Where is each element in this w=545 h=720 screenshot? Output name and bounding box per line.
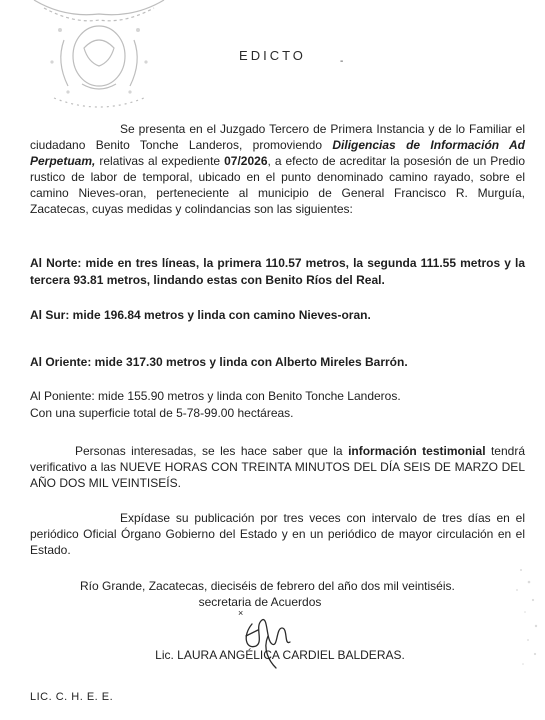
- surface-area: Con una superficie total de 5-78-99.00 hectáreas.: [30, 406, 294, 420]
- edict-title: EDICTO: [239, 48, 306, 63]
- notice-paragraph: [30, 443, 525, 491]
- signature-mark: ×: [238, 608, 244, 618]
- publication-paragraph: Expídase su publicación por tres veces con intervalo de tres días en el periódico Oficial Órgano Gobierno del Estado y en un periódico de mayor circulación en el Estado.: [30, 511, 525, 557]
- boundary-east: Al Oriente: mide 317.30 metros y linda con Alberto Mireles Barrón.: [30, 355, 408, 369]
- intro-text-1: Se presenta en el Juzgado Tercero de Primera Instancia y de lo Familiar el ciudadano Benito Tonche Landeros, promoviendo: [30, 122, 525, 152]
- notice-emphasis: información testimonial: [348, 444, 486, 458]
- signer-role: secretaria de Acuerdos: [198, 595, 322, 609]
- intro-emphasis: Diligencias de Información Ad Perpetuam,: [30, 138, 525, 168]
- intro-paragraph: [30, 121, 525, 217]
- boundary-west: Al Poniente: mide 155.90 metros y linda con Benito Tonche Landeros.: [30, 389, 401, 403]
- notice-text-1: Personas interesadas, se les hace saber que la: [75, 444, 349, 458]
- boundary-south: Al Sur: mide 196.84 metros y linda con camino Nieves-oran.: [30, 308, 371, 322]
- place-date: Río Grande, Zacatecas, dieciséis de febrero del año dos mil veintiséis.: [80, 579, 455, 593]
- notice-text-2: tendrá verificativo a las NUEVE HORAS CON TREINTA MINUTOS DEL DÍA SEIS DE MARZO DEL AÑO DOS MIL VEINTISEÍS.: [30, 444, 526, 490]
- boundary-north: Al Norte: mide en tres líneas, la primera 110.57 metros, la segunda 111.55 metros y la tercera 93.81 metros, lindando estas con Benito Ríos del Real.: [30, 256, 525, 287]
- expediente-number: 07/2026: [224, 154, 268, 168]
- edge-stain: [481, 560, 541, 680]
- footer-initials: LIC. C. H. E. E.: [30, 691, 114, 703]
- signer-name: Lic. LAURA ANGÉLICA CARDIEL BALDERAS.: [155, 648, 405, 662]
- intro-text-2: relativas al expediente: [95, 154, 225, 168]
- title-mark: -: [340, 56, 344, 67]
- intro-text-3: , a efecto de acreditar la posesión de un Predio rustico de labor de temporal, ubicado en el punto denominado camino rayado, sobre el camino Nieves-oran, perteneciente al municipio de General Francisco R. Murguía, Zacatecas, cuyas medidas y colindancias son las siguientes:: [30, 154, 525, 216]
